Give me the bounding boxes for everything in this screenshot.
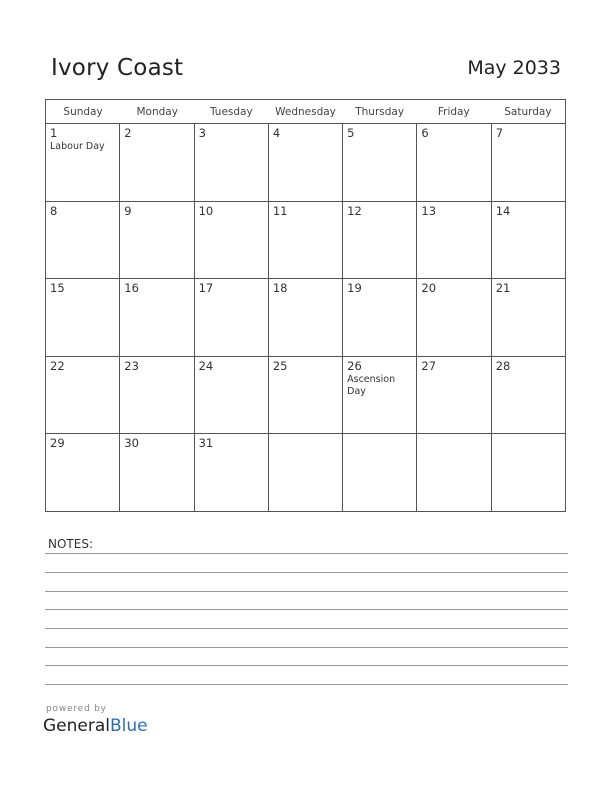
day-number: 19 <box>347 281 362 296</box>
day-cell <box>269 357 343 434</box>
day-cell <box>269 124 343 201</box>
brand-logo <box>43 716 148 736</box>
day-cell <box>195 124 269 201</box>
day-number: 15 <box>50 281 65 296</box>
weekday-header: Friday <box>437 106 470 118</box>
day-cell <box>120 434 194 512</box>
weekday-header: Saturday <box>504 106 552 118</box>
day-cell <box>492 357 565 434</box>
day-cell <box>46 124 120 201</box>
powered-by-text: powered by <box>46 704 107 714</box>
weekday-header: Wednesday <box>275 106 336 118</box>
day-number: 24 <box>198 358 214 373</box>
day-cell <box>120 124 194 201</box>
day-number: 23 <box>124 358 139 373</box>
day-number: 3 <box>198 126 206 140</box>
day-cell <box>417 124 491 201</box>
day-number: 10 <box>198 203 214 218</box>
day-number: 13 <box>421 203 437 218</box>
day-number: 17 <box>198 281 214 296</box>
day-number: 22 <box>50 358 65 373</box>
day-number: 14 <box>495 203 511 218</box>
day-number: 25 <box>272 358 288 373</box>
day-number: 28 <box>495 358 511 373</box>
day-cell <box>195 279 269 356</box>
month-label: May 2033 <box>467 57 561 79</box>
day-number: 12 <box>347 203 362 218</box>
note-line <box>45 647 568 648</box>
weekday-header: Thursday <box>355 106 405 118</box>
day-cell <box>492 434 565 512</box>
day-cell <box>492 279 565 356</box>
day-cell <box>492 202 565 279</box>
day-cell <box>46 202 120 279</box>
day-cell <box>417 279 491 356</box>
day-number: 27 <box>421 358 437 373</box>
day-number: 20 <box>421 281 437 296</box>
day-number: 16 <box>124 281 139 296</box>
holiday-label: Labour Day <box>50 141 105 152</box>
day-number: 4 <box>272 126 281 140</box>
day-cell <box>269 202 343 279</box>
note-line <box>45 609 568 610</box>
day-number: 18 <box>272 281 288 296</box>
holiday-label: Ascension Day <box>347 373 396 397</box>
weekday-header: Monday <box>136 106 178 118</box>
week-row <box>46 434 565 512</box>
day-cell <box>417 202 491 279</box>
day-cell <box>46 434 120 512</box>
day-cell <box>343 124 417 201</box>
day-number: 29 <box>50 436 65 451</box>
week-row <box>46 202 565 280</box>
week-row <box>46 279 565 357</box>
weekday-header: Tuesday <box>209 106 253 118</box>
day-cell <box>269 434 343 512</box>
day-number: 6 <box>421 126 429 140</box>
day-cell <box>46 279 120 356</box>
day-cell <box>120 357 194 434</box>
note-line <box>45 591 568 592</box>
note-line <box>45 684 568 685</box>
day-cell <box>269 279 343 356</box>
day-number: 2 <box>124 126 132 140</box>
day-cell <box>492 124 565 201</box>
note-line <box>45 665 568 666</box>
notes-label: NOTES: <box>48 537 93 551</box>
day-cell <box>417 434 491 512</box>
day-cell <box>343 202 417 279</box>
weekday-header-row <box>46 100 565 124</box>
day-cell <box>120 279 194 356</box>
weekday-header: Sunday <box>63 106 103 118</box>
day-cell <box>417 357 491 434</box>
day-cell <box>343 279 417 356</box>
day-number: 30 <box>124 436 139 451</box>
day-number: 7 <box>495 126 504 140</box>
day-number: 21 <box>495 281 511 296</box>
note-line <box>45 628 568 629</box>
calendar-grid <box>45 99 566 512</box>
day-number: 1 <box>50 126 58 140</box>
day-cell <box>195 202 269 279</box>
day-cell <box>343 357 417 434</box>
day-number: 8 <box>50 203 58 218</box>
day-cell <box>46 357 120 434</box>
brand-name-part1: General <box>43 716 110 736</box>
day-cell <box>195 357 269 434</box>
day-number: 9 <box>124 203 132 218</box>
day-cell <box>120 202 194 279</box>
week-row <box>46 124 565 202</box>
week-row <box>46 357 565 435</box>
day-number: 5 <box>347 126 355 140</box>
day-number: 26 <box>347 358 362 373</box>
day-cell <box>343 434 417 512</box>
brand-name-part2: Blue <box>110 716 148 736</box>
note-line <box>45 572 568 573</box>
day-cell <box>195 434 269 512</box>
day-number: 11 <box>272 203 288 218</box>
day-number: 31 <box>198 436 214 451</box>
page-title: Ivory Coast <box>51 55 184 81</box>
note-line <box>45 553 568 554</box>
